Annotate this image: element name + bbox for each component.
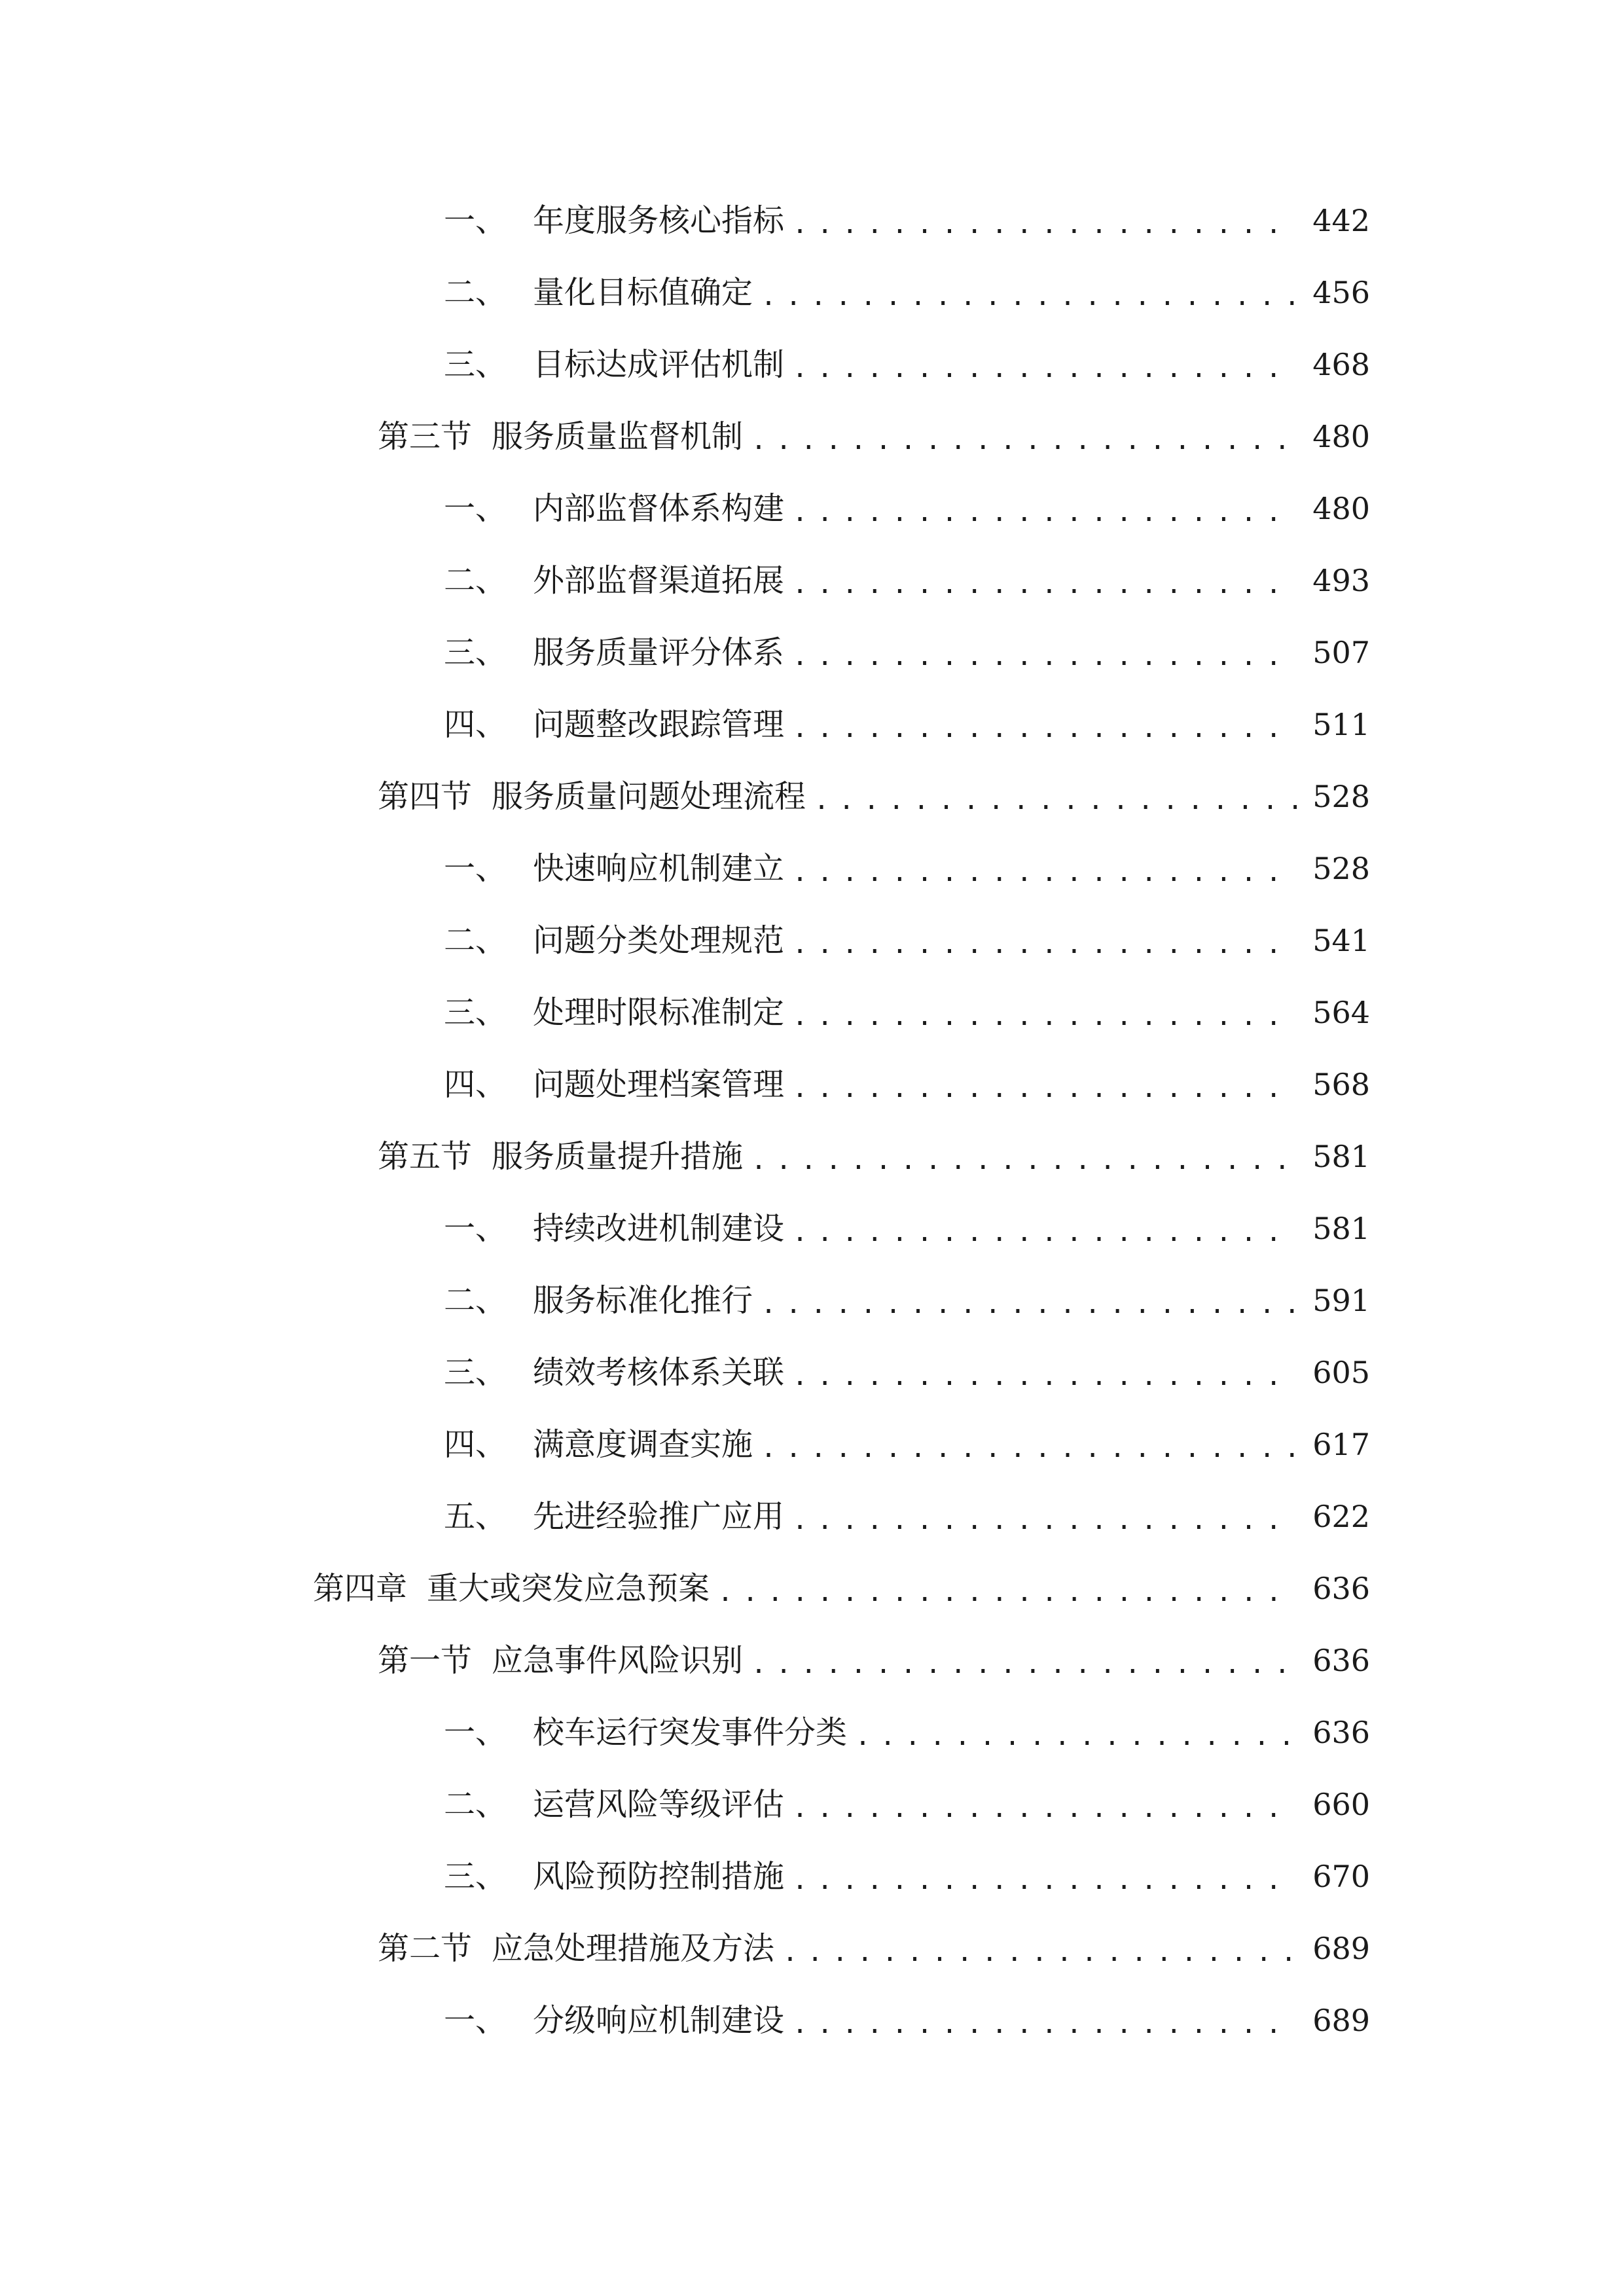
toc-entry-page: 622: [1312, 1499, 1370, 1534]
toc-entry-title: 先进经验推广应用: [533, 1498, 785, 1535]
toc-entry-title: 应急事件风险识别: [492, 1642, 744, 1679]
toc-leader-dots: [792, 2011, 1297, 2037]
toc-leader-dots: [782, 1939, 1297, 1965]
toc-leader-dots: [792, 1363, 1297, 1390]
toc-entry-page: 689: [1312, 1931, 1370, 1966]
toc-entry-number: 三、: [444, 1354, 507, 1391]
toc-entry-number: 第二节: [378, 1930, 473, 1967]
toc-entry-title-group: [378, 1930, 775, 1967]
toc-entry-number: 二、: [444, 1786, 507, 1823]
toc-entry-page: 636: [1312, 1715, 1370, 1750]
toc-entry-title: 服务质量提升措施: [492, 1138, 744, 1175]
toc-leader-dots: [792, 643, 1297, 670]
toc-entry-title-group: [444, 1210, 785, 1247]
toc-entry-title: 运营风险等级评估: [533, 1786, 785, 1823]
toc-leader-dots: [792, 1795, 1297, 1821]
toc-entry-title-group: [444, 1714, 848, 1751]
toc-entry-page: 511: [1312, 707, 1370, 742]
toc-entry[interactable]: [0, 1336, 1624, 1408]
toc-leader-dots: [761, 1435, 1297, 1462]
table-of-contents: [0, 185, 1624, 2056]
toc-entry[interactable]: [0, 1049, 1624, 1121]
toc-entry-page: 468: [1312, 347, 1370, 382]
toc-entry-number: 三、: [444, 1858, 507, 1895]
toc-entry-title: 满意度调查实施: [533, 1426, 753, 1463]
toc-leader-dots: [792, 355, 1297, 382]
toc-entry-title: 内部监督体系构建: [533, 490, 785, 527]
toc-entry-title: 服务质量评分体系: [533, 634, 785, 671]
toc-entry-page: 660: [1312, 1787, 1370, 1822]
toc-entry-title-group: [444, 1426, 753, 1463]
toc-entry-title-group: [444, 634, 785, 671]
toc-entry-title-group: [444, 490, 785, 527]
toc-entry-title-group: [444, 706, 785, 743]
toc-entry-number: 四、: [444, 706, 507, 743]
toc-entry[interactable]: [0, 545, 1624, 617]
toc-entry-title: 年度服务核心指标: [533, 202, 785, 239]
toc-entry-number: 三、: [444, 994, 507, 1031]
toc-entry[interactable]: [0, 1696, 1624, 1768]
toc-entry-page: 528: [1312, 851, 1370, 886]
toc-entry-title: 快速响应机制建立: [533, 850, 785, 887]
toc-entry[interactable]: [0, 617, 1624, 689]
toc-leader-dots: [717, 1579, 1297, 1605]
toc-entry[interactable]: [0, 977, 1624, 1049]
toc-entry-page: 636: [1312, 1571, 1370, 1606]
toc-leader-dots: [761, 283, 1297, 310]
toc-entry-title: 服务质量监督机制: [492, 418, 744, 455]
toc-entry-title-group: [444, 1354, 785, 1391]
toc-section-entry[interactable]: [0, 1121, 1624, 1193]
toc-leader-dots: [792, 1219, 1297, 1246]
toc-entry[interactable]: [0, 1840, 1624, 1912]
toc-leader-dots: [792, 1075, 1297, 1102]
toc-entry-title-group: [313, 1570, 710, 1607]
toc-entry-title-group: [378, 1642, 744, 1679]
toc-entry-number: 四、: [444, 1066, 507, 1103]
toc-entry-title-group: [444, 922, 785, 959]
toc-entry-title: 绩效考核体系关联: [533, 1354, 785, 1391]
toc-entry-number: 第五节: [378, 1138, 473, 1175]
toc-entry-title: 持续改进机制建设: [533, 1210, 785, 1247]
toc-entry-page: 581: [1312, 1211, 1370, 1246]
toc-entry-page: 591: [1312, 1283, 1370, 1318]
toc-entry-title: 分级响应机制建设: [533, 2002, 785, 2039]
toc-entry-title: 处理时限标准制定: [533, 994, 785, 1031]
toc-entry-title-group: [378, 1138, 744, 1175]
toc-entry[interactable]: [0, 1480, 1624, 1552]
toc-entry-number: 第四节: [378, 778, 473, 815]
toc-entry[interactable]: [0, 257, 1624, 329]
toc-leader-dots: [792, 859, 1297, 886]
toc-entry[interactable]: [0, 1265, 1624, 1336]
toc-entry-title: 校车运行突发事件分类: [533, 1714, 848, 1751]
toc-entry-title-group: [444, 1066, 785, 1103]
toc-entry-number: 二、: [444, 274, 507, 311]
toc-leader-dots: [751, 427, 1297, 454]
toc-entry-title: 重大或突发应急预案: [427, 1570, 710, 1607]
toc-entry-number: 一、: [444, 2002, 507, 2039]
toc-entry[interactable]: [0, 1984, 1624, 2056]
toc-leader-dots: [751, 1147, 1297, 1174]
toc-section-entry[interactable]: [0, 1912, 1624, 1984]
toc-leader-dots: [814, 787, 1297, 814]
toc-entry-title-group: [378, 418, 744, 455]
toc-entry-title-group: [444, 850, 785, 887]
toc-entry-number: 第一节: [378, 1642, 473, 1679]
toc-entry-title-group: [444, 1858, 785, 1895]
toc-entry-title: 量化目标值确定: [533, 274, 753, 311]
toc-section-entry[interactable]: [0, 1624, 1624, 1696]
toc-entry-page: 689: [1312, 2003, 1370, 2038]
toc-entry[interactable]: [0, 473, 1624, 545]
toc-entry-title: 问题处理档案管理: [533, 1066, 785, 1103]
toc-entry-page: 670: [1312, 1859, 1370, 1894]
toc-entry-page: 605: [1312, 1355, 1370, 1390]
toc-entry-page: 456: [1312, 275, 1370, 310]
toc-entry-number: 第四章: [313, 1570, 408, 1607]
toc-entry-page: 528: [1312, 779, 1370, 814]
toc-entry-title-group: [444, 274, 753, 311]
toc-leader-dots: [792, 1507, 1297, 1534]
toc-entry[interactable]: [0, 833, 1624, 905]
toc-entry-title-group: [444, 1282, 753, 1319]
toc-entry-title: 问题整改跟踪管理: [533, 706, 785, 743]
toc-leader-dots: [792, 211, 1297, 238]
toc-entry-title-group: [444, 202, 785, 239]
toc-entry-number: 三、: [444, 346, 507, 383]
toc-entry-page: 480: [1312, 491, 1370, 526]
toc-entry-number: 第三节: [378, 418, 473, 455]
toc-leader-dots: [792, 571, 1297, 598]
toc-entry-page: 617: [1312, 1427, 1370, 1462]
toc-entry-title-group: [378, 778, 806, 815]
toc-entry-page: 636: [1312, 1643, 1370, 1678]
toc-entry-page: 568: [1312, 1067, 1370, 1102]
toc-leader-dots: [792, 1003, 1297, 1030]
toc-entry-title: 服务标准化推行: [533, 1282, 753, 1319]
toc-entry-number: 一、: [444, 1210, 507, 1247]
toc-entry[interactable]: [0, 185, 1624, 257]
toc-section-entry[interactable]: [0, 761, 1624, 833]
toc-entry-title: 外部监督渠道拓展: [533, 562, 785, 599]
toc-entry-title-group: [444, 994, 785, 1031]
toc-chapter-entry[interactable]: [0, 1552, 1624, 1624]
toc-entry-title-group: [444, 562, 785, 599]
toc-entry-number: 二、: [444, 562, 507, 599]
toc-entry-number: 四、: [444, 1426, 507, 1463]
toc-leader-dots: [792, 1867, 1297, 1893]
toc-entry[interactable]: [0, 1408, 1624, 1480]
toc-entry[interactable]: [0, 905, 1624, 977]
toc-entry-title: 风险预防控制措施: [533, 1858, 785, 1895]
toc-entry-page: 507: [1312, 635, 1370, 670]
toc-leader-dots: [792, 715, 1297, 742]
toc-entry-page: 493: [1312, 563, 1370, 598]
toc-entry-title-group: [444, 1786, 785, 1823]
toc-entry-number: 一、: [444, 490, 507, 527]
toc-entry-title: 服务质量问题处理流程: [492, 778, 806, 815]
toc-entry[interactable]: [0, 689, 1624, 761]
toc-leader-dots: [761, 1291, 1297, 1318]
toc-entry-page: 564: [1312, 995, 1370, 1030]
toc-entry-number: 二、: [444, 922, 507, 959]
toc-entry[interactable]: [0, 1193, 1624, 1265]
toc-entry-page: 442: [1312, 203, 1370, 238]
toc-entry-title: 目标达成评估机制: [533, 346, 785, 383]
toc-entry-page: 480: [1312, 419, 1370, 454]
toc-entry-number: 二、: [444, 1282, 507, 1319]
toc-entry-page: 581: [1312, 1139, 1370, 1174]
toc-leader-dots: [855, 1723, 1297, 1749]
toc-entry-number: 一、: [444, 202, 507, 239]
toc-entry-title-group: [444, 2002, 785, 2039]
toc-leader-dots: [792, 931, 1297, 958]
toc-entry-number: 三、: [444, 634, 507, 671]
toc-entry-number: 一、: [444, 1714, 507, 1751]
toc-entry[interactable]: [0, 1768, 1624, 1840]
toc-leader-dots: [792, 499, 1297, 526]
toc-entry[interactable]: [0, 329, 1624, 401]
toc-entry-title-group: [444, 1498, 785, 1535]
toc-entry-number: 五、: [444, 1498, 507, 1535]
toc-entry-number: 一、: [444, 850, 507, 887]
toc-section-entry[interactable]: [0, 401, 1624, 473]
toc-entry-title: 应急处理措施及方法: [492, 1930, 775, 1967]
toc-entry-title-group: [444, 346, 785, 383]
toc-entry-title: 问题分类处理规范: [533, 922, 785, 959]
toc-leader-dots: [751, 1651, 1297, 1677]
toc-entry-page: 541: [1312, 923, 1370, 958]
